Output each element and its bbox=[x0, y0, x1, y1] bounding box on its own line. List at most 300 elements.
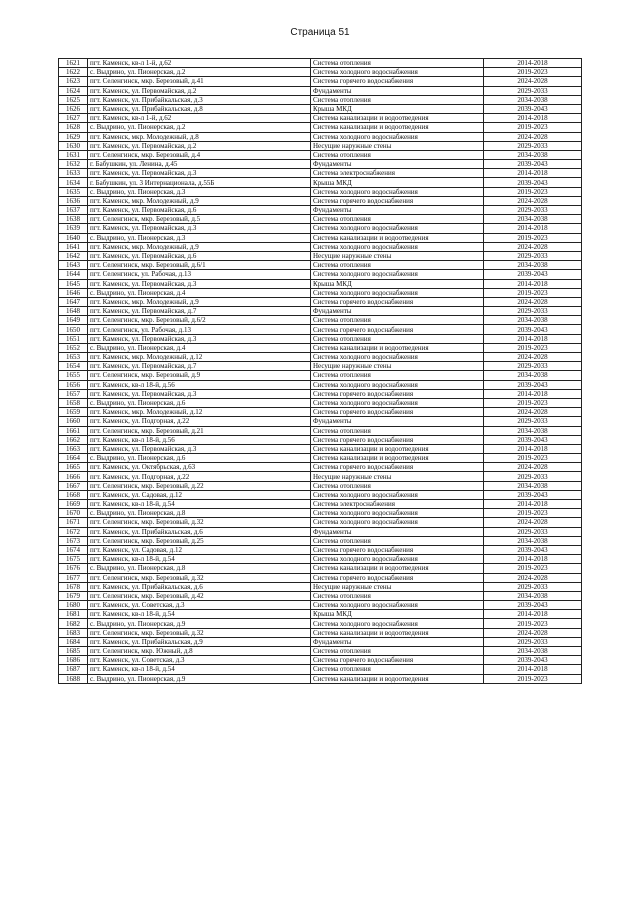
period-cell: 2024-2028 bbox=[484, 353, 582, 362]
period-cell: 2029-2033 bbox=[484, 527, 582, 536]
row-number: 1686 bbox=[59, 656, 88, 665]
address-cell: с. Выдрино, ул. Пионерская, д.2 bbox=[88, 68, 311, 77]
period-cell: 2014-2018 bbox=[484, 665, 582, 674]
table-row bbox=[59, 334, 582, 343]
address-cell: пгт. Каменск, ул. Первомайская, д.3 bbox=[88, 169, 311, 178]
table-row bbox=[59, 674, 582, 683]
row-number: 1621 bbox=[59, 59, 88, 68]
table-row bbox=[59, 68, 582, 77]
period-cell: 2014-2018 bbox=[484, 59, 582, 68]
work-type-cell: Система канализации и водоотведения bbox=[311, 454, 484, 463]
address-cell: пгт. Каменск, ул. Подгорная, д.22 bbox=[88, 417, 311, 426]
table-row bbox=[59, 591, 582, 600]
row-number: 1670 bbox=[59, 509, 88, 518]
address-cell: пгт. Каменск, кв-л 1-й, д.62 bbox=[88, 59, 311, 68]
work-type-cell: Система отопления bbox=[311, 536, 484, 545]
work-type-cell: Несущие наружные стены bbox=[311, 362, 484, 371]
row-number: 1656 bbox=[59, 380, 88, 389]
period-cell: 2039-2043 bbox=[484, 160, 582, 169]
period-cell: 2019-2023 bbox=[484, 233, 582, 242]
address-cell: пгт. Селенгинск, мкр. Березовый, д.41 bbox=[88, 77, 311, 86]
address-cell: пгт. Каменск, кв-л 18-й, д.56 bbox=[88, 380, 311, 389]
address-cell: пгт. Каменск, мкр. Молодежный, д.9 bbox=[88, 297, 311, 306]
work-type-cell: Система отопления bbox=[311, 215, 484, 224]
work-type-cell: Фундаменты bbox=[311, 417, 484, 426]
address-cell: пгт. Селенгинск, мкр. Березовый, д.25 bbox=[88, 536, 311, 545]
address-cell: пгт. Каменск, ул. Первомайская, д.2 bbox=[88, 141, 311, 150]
records-table-body bbox=[59, 59, 582, 684]
row-number: 1678 bbox=[59, 582, 88, 591]
work-type-cell: Система отопления bbox=[311, 371, 484, 380]
period-cell: 2034-2038 bbox=[484, 371, 582, 380]
table-row bbox=[59, 86, 582, 95]
period-cell: 2039-2043 bbox=[484, 545, 582, 554]
table-row bbox=[59, 325, 582, 334]
row-number: 1633 bbox=[59, 169, 88, 178]
period-cell: 2014-2018 bbox=[484, 555, 582, 564]
address-cell: пгт. Селенгинск, мкр. Березовый, д.5 bbox=[88, 215, 311, 224]
period-cell: 2029-2033 bbox=[484, 582, 582, 591]
period-cell: 2039-2043 bbox=[484, 178, 582, 187]
address-cell: с. Выдрино, ул. Пионерская, д.9 bbox=[88, 674, 311, 683]
table-row bbox=[59, 500, 582, 509]
work-type-cell: Система отопления bbox=[311, 150, 484, 159]
table-row bbox=[59, 398, 582, 407]
work-type-cell: Система горячего водоснабжения bbox=[311, 408, 484, 417]
address-cell: с. Выдрино, ул. Пионерская, д.3 bbox=[88, 187, 311, 196]
table-row bbox=[59, 343, 582, 352]
period-cell: 2034-2038 bbox=[484, 591, 582, 600]
period-cell: 2039-2043 bbox=[484, 380, 582, 389]
address-cell: пгт. Каменск, кв-л 18-й, д.54 bbox=[88, 500, 311, 509]
address-cell: пгт. Каменск, ул. Прибайкальская, д.3 bbox=[88, 95, 311, 104]
work-type-cell: Система канализации и водоотведения bbox=[311, 343, 484, 352]
address-cell: пгт. Селенгинск, мкр. Березовый, д.6/2 bbox=[88, 316, 311, 325]
row-number: 1624 bbox=[59, 86, 88, 95]
row-number: 1637 bbox=[59, 206, 88, 215]
work-type-cell: Система холодного водоснабжения bbox=[311, 601, 484, 610]
table-row bbox=[59, 527, 582, 536]
table-row bbox=[59, 150, 582, 159]
row-number: 1639 bbox=[59, 224, 88, 233]
address-cell: пгт. Каменск, ул. Первомайская, д.3 bbox=[88, 224, 311, 233]
table-row bbox=[59, 160, 582, 169]
address-cell: с. Выдрино, ул. Пионерская, д.8 bbox=[88, 509, 311, 518]
work-type-cell: Система холодного водоснабжения bbox=[311, 398, 484, 407]
address-cell: с. Выдрино, ул. Пионерская, д.6 bbox=[88, 398, 311, 407]
table-row bbox=[59, 169, 582, 178]
address-cell: пгт. Селенгинск, мкр. Березовый, д.9 bbox=[88, 371, 311, 380]
table-row bbox=[59, 454, 582, 463]
address-cell: пгт. Каменск, ул. Первомайская, д.3 bbox=[88, 334, 311, 343]
row-number: 1654 bbox=[59, 362, 88, 371]
row-number: 1630 bbox=[59, 141, 88, 150]
work-type-cell: Система отопления bbox=[311, 665, 484, 674]
records-table bbox=[58, 58, 582, 684]
period-cell: 2014-2018 bbox=[484, 444, 582, 453]
period-cell: 2034-2038 bbox=[484, 261, 582, 270]
address-cell: пгт. Каменск, ул. Первомайская, д.2 bbox=[88, 86, 311, 95]
address-cell: пгт. Селенгинск, мкр. Березовый, д.21 bbox=[88, 426, 311, 435]
address-cell: пгт. Селенгинск, мкр. Березовый, д.42 bbox=[88, 591, 311, 600]
row-number: 1660 bbox=[59, 417, 88, 426]
address-cell: пгт. Каменск, мкр. Молодежный, д.12 bbox=[88, 353, 311, 362]
page-title: Страница 51 bbox=[290, 27, 350, 38]
period-cell: 2039-2043 bbox=[484, 435, 582, 444]
row-number: 1629 bbox=[59, 132, 88, 141]
address-cell: пгт. Селенгинск, мкр. Березовый, д.32 bbox=[88, 518, 311, 527]
table-row bbox=[59, 518, 582, 527]
table-row bbox=[59, 279, 582, 288]
row-number: 1683 bbox=[59, 628, 88, 637]
period-cell: 2034-2038 bbox=[484, 647, 582, 656]
period-cell: 2029-2033 bbox=[484, 86, 582, 95]
table-row bbox=[59, 242, 582, 251]
table-row bbox=[59, 215, 582, 224]
address-cell: пгт. Каменск, ул. Первомайская, д.6 bbox=[88, 251, 311, 260]
work-type-cell: Система горячего водоснабжения bbox=[311, 435, 484, 444]
table-row bbox=[59, 417, 582, 426]
row-number: 1675 bbox=[59, 555, 88, 564]
table-row bbox=[59, 380, 582, 389]
address-cell: пгт. Каменск, ул. Прибайкальская, д.6 bbox=[88, 582, 311, 591]
row-number: 1687 bbox=[59, 665, 88, 674]
period-cell: 2019-2023 bbox=[484, 343, 582, 352]
row-number: 1622 bbox=[59, 68, 88, 77]
work-type-cell: Система отопления bbox=[311, 426, 484, 435]
table-row bbox=[59, 233, 582, 242]
work-type-cell: Система горячего водоснабжения bbox=[311, 573, 484, 582]
period-cell: 2029-2033 bbox=[484, 637, 582, 646]
work-type-cell: Система отопления bbox=[311, 316, 484, 325]
period-cell: 2019-2023 bbox=[484, 187, 582, 196]
work-type-cell: Система холодного водоснабжения bbox=[311, 224, 484, 233]
work-type-cell: Система канализации и водоотведения bbox=[311, 564, 484, 573]
period-cell: 2024-2028 bbox=[484, 573, 582, 582]
table-row bbox=[59, 371, 582, 380]
work-type-cell: Система канализации и водоотведения bbox=[311, 444, 484, 453]
work-type-cell: Система канализации и водоотведения bbox=[311, 628, 484, 637]
table-row bbox=[59, 389, 582, 398]
period-cell: 2019-2023 bbox=[484, 288, 582, 297]
table-row bbox=[59, 665, 582, 674]
address-cell: пгт. Селенгинск, мкр. Березовый, д.4 bbox=[88, 150, 311, 159]
period-cell: 2019-2023 bbox=[484, 398, 582, 407]
period-cell: 2039-2043 bbox=[484, 104, 582, 113]
work-type-cell: Крыша МКД bbox=[311, 279, 484, 288]
period-cell: 2039-2043 bbox=[484, 656, 582, 665]
period-cell: 2034-2038 bbox=[484, 150, 582, 159]
row-number: 1667 bbox=[59, 481, 88, 490]
table-row bbox=[59, 206, 582, 215]
table-row bbox=[59, 270, 582, 279]
work-type-cell: Система электроснабжения bbox=[311, 500, 484, 509]
address-cell: г. Бабушкин, ул. Ленина, д.45 bbox=[88, 160, 311, 169]
period-cell: 2039-2043 bbox=[484, 601, 582, 610]
period-cell: 2029-2033 bbox=[484, 472, 582, 481]
address-cell: пгт. Каменск, ул. Первомайская, д.3 bbox=[88, 389, 311, 398]
period-cell: 2024-2028 bbox=[484, 196, 582, 205]
table-row bbox=[59, 601, 582, 610]
address-cell: пгт. Каменск, ул. Советская, д.3 bbox=[88, 601, 311, 610]
row-number: 1663 bbox=[59, 444, 88, 453]
address-cell: пгт. Каменск, кв-л 18-й, д.54 bbox=[88, 665, 311, 674]
work-type-cell: Система холодного водоснабжения bbox=[311, 353, 484, 362]
period-cell: 2029-2033 bbox=[484, 417, 582, 426]
period-cell: 2014-2018 bbox=[484, 279, 582, 288]
work-type-cell: Фундаменты bbox=[311, 160, 484, 169]
row-number: 1652 bbox=[59, 343, 88, 352]
row-number: 1645 bbox=[59, 279, 88, 288]
table-row bbox=[59, 316, 582, 325]
period-cell: 2014-2018 bbox=[484, 389, 582, 398]
table-row bbox=[59, 251, 582, 260]
period-cell: 2034-2038 bbox=[484, 316, 582, 325]
table-row bbox=[59, 582, 582, 591]
table-row bbox=[59, 536, 582, 545]
row-number: 1681 bbox=[59, 610, 88, 619]
table-row bbox=[59, 619, 582, 628]
row-number: 1676 bbox=[59, 564, 88, 573]
address-cell: пгт. Каменск, мкр. Молодежный, д.9 bbox=[88, 196, 311, 205]
row-number: 1673 bbox=[59, 536, 88, 545]
work-type-cell: Система холодного водоснабжения bbox=[311, 380, 484, 389]
row-number: 1671 bbox=[59, 518, 88, 527]
work-type-cell: Система горячего водоснабжения bbox=[311, 77, 484, 86]
table-row bbox=[59, 444, 582, 453]
address-cell: пгт. Каменск, кв-л 18-й, д.54 bbox=[88, 610, 311, 619]
table-row bbox=[59, 481, 582, 490]
work-type-cell: Несущие наружные стены bbox=[311, 582, 484, 591]
address-cell: пгт. Селенгинск, мкр. Березовый, д.32 bbox=[88, 628, 311, 637]
work-type-cell: Крыша МКД bbox=[311, 610, 484, 619]
table-row bbox=[59, 637, 582, 646]
row-number: 1635 bbox=[59, 187, 88, 196]
address-cell: с. Выдрино, ул. Пионерская, д.8 bbox=[88, 564, 311, 573]
work-type-cell: Система отопления bbox=[311, 591, 484, 600]
row-number: 1627 bbox=[59, 114, 88, 123]
address-cell: пгт. Каменск, ул. Прибайкальская, д.6 bbox=[88, 527, 311, 536]
address-cell: пгт. Селенгинск, мкр. Южный, д.8 bbox=[88, 647, 311, 656]
address-cell: пгт. Каменск, ул. Прибайкальская, д.8 bbox=[88, 104, 311, 113]
period-cell: 2034-2038 bbox=[484, 215, 582, 224]
row-number: 1643 bbox=[59, 261, 88, 270]
work-type-cell: Система отопления bbox=[311, 59, 484, 68]
table-row bbox=[59, 545, 582, 554]
work-type-cell: Система отопления bbox=[311, 261, 484, 270]
row-number: 1674 bbox=[59, 545, 88, 554]
table-row bbox=[59, 408, 582, 417]
table-row bbox=[59, 132, 582, 141]
address-cell: пгт. Каменск, ул. Октябрьская, д.63 bbox=[88, 463, 311, 472]
row-number: 1668 bbox=[59, 490, 88, 499]
row-number: 1626 bbox=[59, 104, 88, 113]
address-cell: пгт. Каменск, кв-л 1-й, д.62 bbox=[88, 114, 311, 123]
table-row bbox=[59, 490, 582, 499]
row-number: 1625 bbox=[59, 95, 88, 104]
row-number: 1665 bbox=[59, 463, 88, 472]
work-type-cell: Система горячего водоснабжения bbox=[311, 325, 484, 334]
period-cell: 2024-2028 bbox=[484, 242, 582, 251]
work-type-cell: Система отопления bbox=[311, 334, 484, 343]
address-cell: пгт. Каменск, ул. Первомайская, д.7 bbox=[88, 362, 311, 371]
row-number: 1623 bbox=[59, 77, 88, 86]
work-type-cell: Система холодного водоснабжения bbox=[311, 242, 484, 251]
work-type-cell: Система горячего водоснабжения bbox=[311, 297, 484, 306]
table-row bbox=[59, 261, 582, 270]
period-cell: 2039-2043 bbox=[484, 270, 582, 279]
table-row bbox=[59, 178, 582, 187]
period-cell: 2034-2038 bbox=[484, 426, 582, 435]
address-cell: с. Выдрино, ул. Пионерская, д.9 bbox=[88, 619, 311, 628]
work-type-cell: Система горячего водоснабжения bbox=[311, 196, 484, 205]
address-cell: с. Выдрино, ул. Пионерская, д.6 bbox=[88, 454, 311, 463]
period-cell: 2014-2018 bbox=[484, 224, 582, 233]
table-row bbox=[59, 555, 582, 564]
address-cell: пгт. Селенгинск, мкр. Березовый, д.32 bbox=[88, 573, 311, 582]
work-type-cell: Система холодного водоснабжения bbox=[311, 509, 484, 518]
address-cell: пгт. Каменск, мкр. Молодежный, д.9 bbox=[88, 242, 311, 251]
address-cell: с. Выдрино, ул. Пионерская, д.4 bbox=[88, 343, 311, 352]
address-cell: с. Выдрино, ул. Пионерская, д.2 bbox=[88, 123, 311, 132]
address-cell: пгт. Каменск, ул. Первомайская, д.3 bbox=[88, 444, 311, 453]
period-cell: 2014-2018 bbox=[484, 500, 582, 509]
work-type-cell: Несущие наружные стены bbox=[311, 141, 484, 150]
work-type-cell: Система холодного водоснабжения bbox=[311, 270, 484, 279]
period-cell: 2024-2028 bbox=[484, 132, 582, 141]
row-number: 1659 bbox=[59, 408, 88, 417]
address-cell: пгт. Каменск, ул. Первомайская, д.3 bbox=[88, 279, 311, 288]
period-cell: 2019-2023 bbox=[484, 674, 582, 683]
address-cell: пгт. Каменск, ул. Прибайкальская, д.9 bbox=[88, 637, 311, 646]
period-cell: 2019-2023 bbox=[484, 123, 582, 132]
row-number: 1684 bbox=[59, 637, 88, 646]
work-type-cell: Система холодного водоснабжения bbox=[311, 187, 484, 196]
address-cell: пгт. Каменск, мкр. Молодежный, д.8 bbox=[88, 132, 311, 141]
table-row bbox=[59, 564, 582, 573]
work-type-cell: Система канализации и водоотведения bbox=[311, 674, 484, 683]
table-row bbox=[59, 95, 582, 104]
work-type-cell: Система горячего водоснабжения bbox=[311, 389, 484, 398]
address-cell: пгт. Каменск, мкр. Молодежный, д.12 bbox=[88, 408, 311, 417]
address-cell: пгт. Селенгинск, ул. Рабочая, д.13 bbox=[88, 270, 311, 279]
period-cell: 2024-2028 bbox=[484, 297, 582, 306]
address-cell: с. Выдрино, ул. Пионерская, д.3 bbox=[88, 233, 311, 242]
work-type-cell: Система отопления bbox=[311, 481, 484, 490]
table-row bbox=[59, 123, 582, 132]
work-type-cell: Система канализации и водоотведения bbox=[311, 114, 484, 123]
row-number: 1634 bbox=[59, 178, 88, 187]
period-cell: 2024-2028 bbox=[484, 408, 582, 417]
work-type-cell: Система холодного водоснабжения bbox=[311, 68, 484, 77]
work-type-cell: Система холодного водоснабжения bbox=[311, 132, 484, 141]
row-number: 1664 bbox=[59, 454, 88, 463]
period-cell: 2014-2018 bbox=[484, 610, 582, 619]
work-type-cell: Крыша МКД bbox=[311, 104, 484, 113]
table-row bbox=[59, 77, 582, 86]
row-number: 1641 bbox=[59, 242, 88, 251]
address-cell: пгт. Каменск, ул. Подгорная, д.22 bbox=[88, 472, 311, 481]
row-number: 1655 bbox=[59, 371, 88, 380]
row-number: 1672 bbox=[59, 527, 88, 536]
period-cell: 2024-2028 bbox=[484, 518, 582, 527]
work-type-cell: Фундаменты bbox=[311, 86, 484, 95]
work-type-cell: Крыша МКД bbox=[311, 178, 484, 187]
address-cell: пгт. Селенгинск, ул. Рабочая, д.13 bbox=[88, 325, 311, 334]
work-type-cell: Фундаменты bbox=[311, 527, 484, 536]
table-row bbox=[59, 509, 582, 518]
period-cell: 2029-2033 bbox=[484, 251, 582, 260]
row-number: 1666 bbox=[59, 472, 88, 481]
period-cell: 2019-2023 bbox=[484, 68, 582, 77]
period-cell: 2019-2023 bbox=[484, 454, 582, 463]
table-row bbox=[59, 472, 582, 481]
table-row bbox=[59, 435, 582, 444]
period-cell: 2039-2043 bbox=[484, 490, 582, 499]
row-number: 1631 bbox=[59, 150, 88, 159]
row-number: 1636 bbox=[59, 196, 88, 205]
work-type-cell: Фундаменты bbox=[311, 206, 484, 215]
work-type-cell: Система горячего водоснабжения bbox=[311, 545, 484, 554]
row-number: 1688 bbox=[59, 674, 88, 683]
row-number: 1644 bbox=[59, 270, 88, 279]
row-number: 1661 bbox=[59, 426, 88, 435]
table-row bbox=[59, 426, 582, 435]
table-row bbox=[59, 187, 582, 196]
period-cell: 2014-2018 bbox=[484, 114, 582, 123]
work-type-cell: Несущие наружные стены bbox=[311, 251, 484, 260]
address-cell: г. Бабушкин, ул. 3 Интернационала, д.55Б bbox=[88, 178, 311, 187]
table-row bbox=[59, 59, 582, 68]
period-cell: 2029-2033 bbox=[484, 362, 582, 371]
work-type-cell: Система холодного водоснабжения bbox=[311, 518, 484, 527]
period-cell: 2024-2028 bbox=[484, 463, 582, 472]
period-cell: 2024-2028 bbox=[484, 628, 582, 637]
work-type-cell: Система отопления bbox=[311, 95, 484, 104]
row-number: 1658 bbox=[59, 398, 88, 407]
table-row bbox=[59, 196, 582, 205]
work-type-cell: Система холодного водоснабжения bbox=[311, 619, 484, 628]
row-number: 1647 bbox=[59, 297, 88, 306]
row-number: 1653 bbox=[59, 353, 88, 362]
row-number: 1648 bbox=[59, 307, 88, 316]
table-row bbox=[59, 463, 582, 472]
table-row bbox=[59, 362, 582, 371]
table-row bbox=[59, 573, 582, 582]
work-type-cell: Система горячего водоснабжения bbox=[311, 463, 484, 472]
table-row bbox=[59, 628, 582, 637]
address-cell: пгт. Каменск, кв-л 18-й, д.54 bbox=[88, 555, 311, 564]
table-row bbox=[59, 224, 582, 233]
row-number: 1638 bbox=[59, 215, 88, 224]
row-number: 1628 bbox=[59, 123, 88, 132]
row-number: 1682 bbox=[59, 619, 88, 628]
period-cell: 2029-2033 bbox=[484, 141, 582, 150]
table-row bbox=[59, 353, 582, 362]
work-type-cell: Система холодного водоснабжения bbox=[311, 490, 484, 499]
row-number: 1677 bbox=[59, 573, 88, 582]
address-cell: пгт. Каменск, ул. Первомайская, д.6 bbox=[88, 206, 311, 215]
period-cell: 2029-2033 bbox=[484, 206, 582, 215]
row-number: 1657 bbox=[59, 389, 88, 398]
address-cell: пгт. Селенгинск, мкр. Березовый, д.22 bbox=[88, 481, 311, 490]
address-cell: пгт. Каменск, кв-л 18-й, д.56 bbox=[88, 435, 311, 444]
table-row bbox=[59, 114, 582, 123]
work-type-cell: Система горячего водоснабжения bbox=[311, 656, 484, 665]
period-cell: 2019-2023 bbox=[484, 564, 582, 573]
table-row bbox=[59, 656, 582, 665]
row-number: 1685 bbox=[59, 647, 88, 656]
